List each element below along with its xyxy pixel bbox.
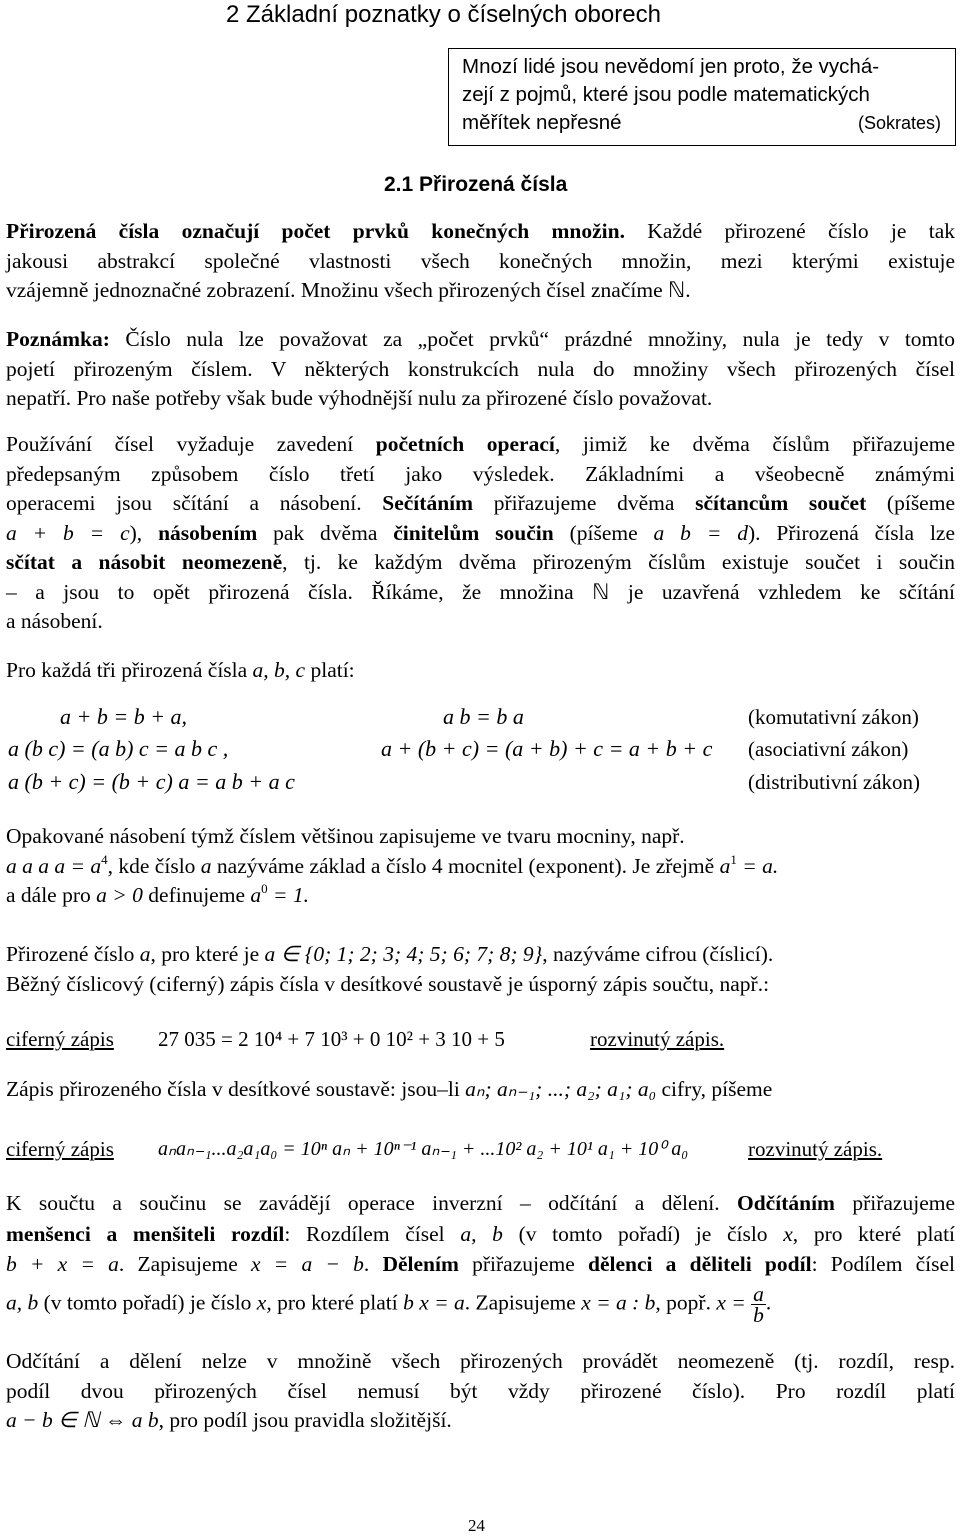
math-formula: a − b ∈ ℕ ⇔ a b: [6, 1408, 159, 1432]
text-line: Běžný číslicový (ciferný) zápis čísla v desítkové soustavě je úsporný zápis součtu, např.:: [6, 971, 770, 996]
text: přiřazujeme dvěma: [473, 491, 696, 515]
math-var: a: [719, 853, 731, 878]
text-line: [6, 656, 955, 686]
fraction: [751, 1281, 766, 1327]
law-middle: a b = b a: [443, 704, 524, 729]
text: definujeme: [142, 883, 251, 907]
text-line: a násobení.: [6, 609, 103, 633]
text: .: [765, 1289, 772, 1314]
math-formula: b x = a: [403, 1289, 465, 1314]
section-title: 2.1 Přirozená čísla: [384, 173, 568, 196]
text: (v tomto pořadí) je číslo: [38, 1289, 257, 1314]
bold-text: Dělením: [382, 1252, 459, 1276]
text-line: [6, 489, 955, 519]
text: Přirozené číslo: [6, 942, 140, 966]
math-var: x: [256, 1289, 267, 1314]
text: .: [363, 1252, 383, 1276]
bold-text: sčítat a násobit neomezeně: [6, 550, 283, 574]
fraction-denominator: b: [753, 1302, 764, 1327]
page-number: 24: [468, 1516, 485, 1535]
general-left-label: ciferný zápis: [6, 1137, 114, 1161]
text: , jimiž ke dvěma číslům přiřazujeme: [554, 432, 955, 456]
text: Každé přirozené číslo je tak: [624, 219, 955, 243]
text: operacemi jsou sčítání a násobení.: [6, 491, 383, 515]
math-formula: x = a : b: [581, 1289, 656, 1314]
text: (píšeme: [553, 520, 654, 545]
text-line: [6, 1249, 955, 1280]
bold-text: Poznámka:: [6, 327, 110, 351]
paragraph-decimal: [6, 1075, 955, 1105]
text-line: Odčítání a dělení nelze v množině všech přirozených provádět neomezeně (tj. rozdíl, resp.: [6, 1349, 955, 1373]
law-left: a (b + c) = (b + c) a = a b + a c: [8, 769, 295, 794]
text: , popř.: [655, 1289, 717, 1314]
exponent: 1: [730, 851, 737, 867]
math-var: x: [783, 1221, 793, 1246]
exponent: 0: [261, 881, 268, 896]
motto-line: zejí z pojmů, které jsou podle matematických: [462, 83, 870, 106]
paragraph-laws-intro: [6, 656, 955, 686]
bold-text: sčítancům součet: [695, 491, 867, 515]
text-line: Opakované násobení týmž číslem většinou zapisujeme ve tvaru mocniny, např.: [6, 824, 685, 848]
text: ). Přirozená čísla lze: [747, 520, 956, 545]
bold-text: Odčítáním: [737, 1191, 835, 1215]
bold-text: Sečítáním: [382, 491, 474, 515]
bold-text: dělenci a děliteli podíl: [587, 1252, 812, 1276]
bold-text: Přirozená čísla označují počet prvků konečných množin.: [6, 219, 625, 243]
text-line: [6, 1219, 955, 1250]
paragraph-limits: [6, 1347, 955, 1436]
text: Pro každá tři přirozená čísla: [6, 658, 253, 682]
motto-line: měřítek nepřesné: [462, 111, 622, 134]
paragraph-note: [6, 325, 955, 414]
law-left: a (b c) = (a b) c = a b c ,: [8, 736, 229, 761]
general-formula: aₙaₙ₋₁...a₂a₁a₀ = 10ⁿ aₙ + 10ⁿ⁻¹ aₙ₋₁ + ...10² a₂ + 10¹ a₁ + 10⁰ a₀: [158, 1138, 689, 1160]
law-label: (asociativní zákon): [748, 737, 909, 761]
text-line: jakousi abstrakcí společné vlastnosti všech konečných množin, mezi kterými existuje: [6, 248, 955, 273]
text-line: – a jsou to opět přirozená čísla. Říkáme, že množina ℕ je uzavřená vzhledem ke sčítání: [6, 579, 955, 604]
text: : Rozdílem čísel: [284, 1221, 461, 1246]
math-formula: x = a − b: [250, 1252, 364, 1276]
text-line: vzájemně jednoznačné zobrazení. Množinu všech přirozených čísel značíme ℕ.: [6, 278, 691, 302]
math-vars: a, b, c: [252, 658, 306, 682]
text: : Podílem čísel: [811, 1252, 956, 1276]
text: (píšeme: [866, 491, 955, 515]
math-formula: = 1.: [267, 883, 310, 907]
motto-author: (Sokrates): [857, 113, 941, 133]
math-var: a: [250, 883, 262, 907]
text: cifry, píšeme: [656, 1077, 773, 1101]
bold-text: početních operací: [375, 432, 555, 456]
text-line: [6, 217, 955, 247]
text-line: [6, 548, 955, 578]
text: platí:: [305, 658, 355, 682]
general-right-label: rozvinutý zápis.: [748, 1137, 883, 1161]
example-formula: 27 035 = 2 10⁴ + 7 10³ + 0 10² + 3 10 + 5: [158, 1027, 505, 1051]
text: Zápis přirozeného čísla v desítkové soustavě: jsou–li: [6, 1077, 466, 1101]
text: , tj. ke každým dvěma přirozeným číslům existuje součet i součin: [282, 550, 955, 574]
text: , nazýváme cifrou (číslicí).: [542, 942, 774, 966]
law-left: a + b = b + a,: [60, 704, 188, 729]
bold-text: násobením: [158, 520, 258, 545]
text: (v tomto pořadí) je číslo: [502, 1221, 784, 1246]
text: a dále pro: [6, 883, 97, 907]
text: přiřazujeme: [458, 1252, 588, 1276]
text: , pro podíl jsou pravidla složitější.: [158, 1408, 452, 1432]
math-formula: = a.: [736, 853, 779, 878]
math-var: a: [139, 942, 151, 966]
text-line: [6, 325, 955, 355]
math-formula: a > 0: [96, 883, 143, 907]
math-formula: a a a a = a: [6, 853, 102, 878]
math-formula: a + b = c: [6, 520, 130, 545]
text: , pro které je: [150, 942, 265, 966]
text: , pro které platí: [792, 1221, 956, 1246]
math-formula: x =: [716, 1289, 746, 1314]
text-line: [6, 1188, 955, 1219]
text-line: [6, 430, 955, 460]
text: Číslo nula lze považovat za „počet prvků“ prázdné množiny, nula je tedy v tomto: [109, 327, 955, 351]
text: . Zapisujeme: [464, 1289, 582, 1314]
paragraph-operations: [6, 430, 955, 637]
text-line: [6, 1406, 955, 1436]
text: , pro které platí: [266, 1289, 404, 1314]
fraction-numerator: a: [753, 1281, 764, 1306]
paragraph-definition: [6, 217, 955, 306]
chapter-title: 2 Základní poznatky o číselných oborech: [226, 1, 661, 28]
example-left-label: ciferný zápis: [6, 1027, 114, 1051]
law-label: (komutativní zákon): [748, 705, 919, 729]
text: . Zapisujeme: [118, 1252, 251, 1276]
text-line: [6, 519, 955, 549]
math-vars: a, b: [6, 1289, 39, 1314]
text-line: [6, 940, 955, 970]
text: ),: [129, 520, 159, 545]
motto-box: [448, 48, 956, 146]
text: přiřazujeme: [834, 1191, 956, 1215]
text-line: [6, 1075, 955, 1105]
bold-text: menšenci a menšiteli rozdíl: [6, 1221, 285, 1246]
text-line: podíl dvou přirozených čísel nemusí být vždy přirozené číslo). Pro rozdíl platí: [6, 1378, 955, 1403]
text: nazýváme základ a číslo 4 mocnitel (exponent). Je zřejmě: [211, 853, 720, 878]
text-line: nepatří. Pro naše potřeby však bude výhodnější nulu za přirozené číslo považovat.: [6, 386, 713, 410]
math-var: a: [200, 853, 212, 878]
bold-text: činitelům součin: [393, 520, 554, 545]
text: , kde číslo: [107, 853, 201, 878]
math-formula: aₙ; aₙ₋₁; ...; a₂; a₁; a₀: [465, 1077, 657, 1101]
math-vars: a, b: [460, 1221, 503, 1246]
law-middle: a + (b + c) = (a + b) + c = a + b + c: [381, 736, 713, 761]
example-right-label: rozvinutý zápis.: [590, 1027, 725, 1051]
paragraph-inverse: [6, 1188, 955, 1325]
paragraph-powers: [6, 822, 955, 911]
exponent: 4: [101, 851, 108, 867]
text: pak dvěma: [257, 520, 394, 545]
motto-line: Mnozí lidé jsou nevědomí jen proto, že vychá-: [462, 55, 880, 78]
text: Používání čísel vyžaduje zavedení: [6, 432, 376, 456]
text-line: [6, 881, 955, 911]
text-line: [6, 1281, 955, 1327]
math-formula: a ∈ {0; 1; 2; 3; 4; 5; 6; 7; 8; 9}: [264, 942, 543, 966]
math-formula: b + x = a: [6, 1252, 119, 1276]
math-formula: a b = d: [653, 520, 748, 545]
text-line: [6, 852, 955, 882]
law-label: (distributivní zákon): [748, 770, 921, 794]
text-line: pojetí přirozeným číslem. V některých konstrukcích nula do množiny všech přirozených čísel: [6, 356, 955, 381]
text-line: předepsaným způsobem číslo třetí jako výsledek. Základními a všeobecně známými: [6, 461, 955, 486]
paragraph-digits: [6, 940, 955, 999]
text: K součtu a součinu se zavádějí operace inverzní – odčítání a dělení.: [6, 1191, 737, 1215]
